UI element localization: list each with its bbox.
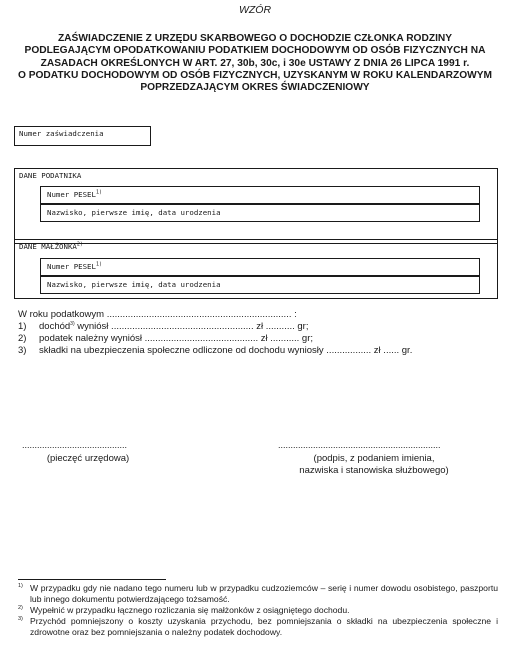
income-item: 1) dochód$^{3)}$ wyniósł ...................................................... zł ........... gr; <box>18 320 309 332</box>
footnote: 1) W przypadku gdy nie nadano tego numeru lub w przypadku cudzoziemców – serię i numer dowodu osobistego, paszportu lub innego dokumentu potwierdzającego tożsamość. <box>18 583 498 604</box>
stamp-line: .......................................... <box>22 440 128 450</box>
stamp-caption: (pieczęć urzędowa) <box>46 453 130 464</box>
tax-year-line: W roku podatkowym ...................................................................... : <box>18 309 297 320</box>
footnote-ref: 3) <box>70 320 75 327</box>
taxpayer-name-field[interactable] <box>40 204 480 222</box>
document-title <box>12 33 498 94</box>
taxpayer-section-title: DANE PODATNIKA <box>19 171 82 180</box>
footnotes <box>18 583 498 638</box>
certificate-number-label: Numer zaświadczenia <box>19 129 104 138</box>
spouse-name-field[interactable] <box>40 276 480 294</box>
footnote: 3) Przychód pomniejszony o koszty uzyskania przychodu, bez pomniejszania o składki na ubezpieczenia społeczne i zdrowotne oraz bez pomniejszania o należny podatek dochodowy. <box>18 616 498 637</box>
title-line: O PODATKU DOCHODOWYM OD OSÓB FIZYCZNYCH, UZYSKANYM W ROKU KALENDARZOWYM <box>17 69 493 81</box>
footnote: 2) Wypełnić w przypadku łącznego rozliczania się małżonków z osiągniętego dochodu. <box>18 605 350 615</box>
income-statement <box>18 309 503 357</box>
footnote-ref: 1) <box>95 261 102 268</box>
footnote-divider <box>18 579 166 580</box>
title-line: ZASADACH OKREŚLONYCH W ART. 27, 30b, 30c, i 30e USTAWY Z DNIA 26 LIPCA 1991 r. <box>40 57 470 69</box>
footnote-ref: 2) <box>76 241 83 248</box>
wzor-label: WZÓR <box>238 4 272 16</box>
spouse-section-title: DANE MAŁŻONKA$^{2)}$ <box>19 241 83 251</box>
title-line: PODLEGAJĄCYM OPODATKOWANIU PODATKIEM DOCHODOWYM OD OSÓB FIZYCZNYCH NA <box>24 45 486 57</box>
spouse-section <box>14 239 498 299</box>
taxpayer-pesel-field[interactable] <box>40 186 480 204</box>
tax-item: 2) podatek należny wyniósł ........................................... zł ........... gr; <box>18 333 314 344</box>
spouse-pesel-field[interactable] <box>40 258 480 276</box>
item-number: 3) <box>18 345 27 356</box>
name-label: Nazwisko, pierwsze imię, data urodzenia <box>47 208 221 217</box>
contributions-item: 3) składki na ubezpieczenia społeczne odliczone od dochodu wyniosły ................. zł ...... gr. <box>18 345 413 356</box>
taxpayer-section <box>14 168 498 244</box>
item-number: 1) <box>18 321 27 332</box>
footnote-ref: 1) <box>95 189 102 196</box>
pesel-label: Numer PESEL$^{1)}$ <box>47 189 102 199</box>
pesel-label: Numer PESEL$^{1)}$ <box>47 261 102 271</box>
title-line: POPRZEDZAJĄCYM OKRES ŚWIADCZENIOWY <box>140 82 370 94</box>
name-label: Nazwisko, pierwsze imię, data urodzenia <box>47 280 221 289</box>
item-number: 2) <box>18 333 27 344</box>
title-line: ZAŚWIADCZENIE Z URZĘDU SKARBOWEGO O DOCHODZIE CZŁONKA RODZINY <box>57 33 453 44</box>
signature-caption: (podpis, z podaniem imienia, nazwiska i stanowiska służbowego) <box>299 453 449 476</box>
signature-line: ................................................................. <box>278 440 441 450</box>
certificate-number-field[interactable] <box>14 126 151 146</box>
